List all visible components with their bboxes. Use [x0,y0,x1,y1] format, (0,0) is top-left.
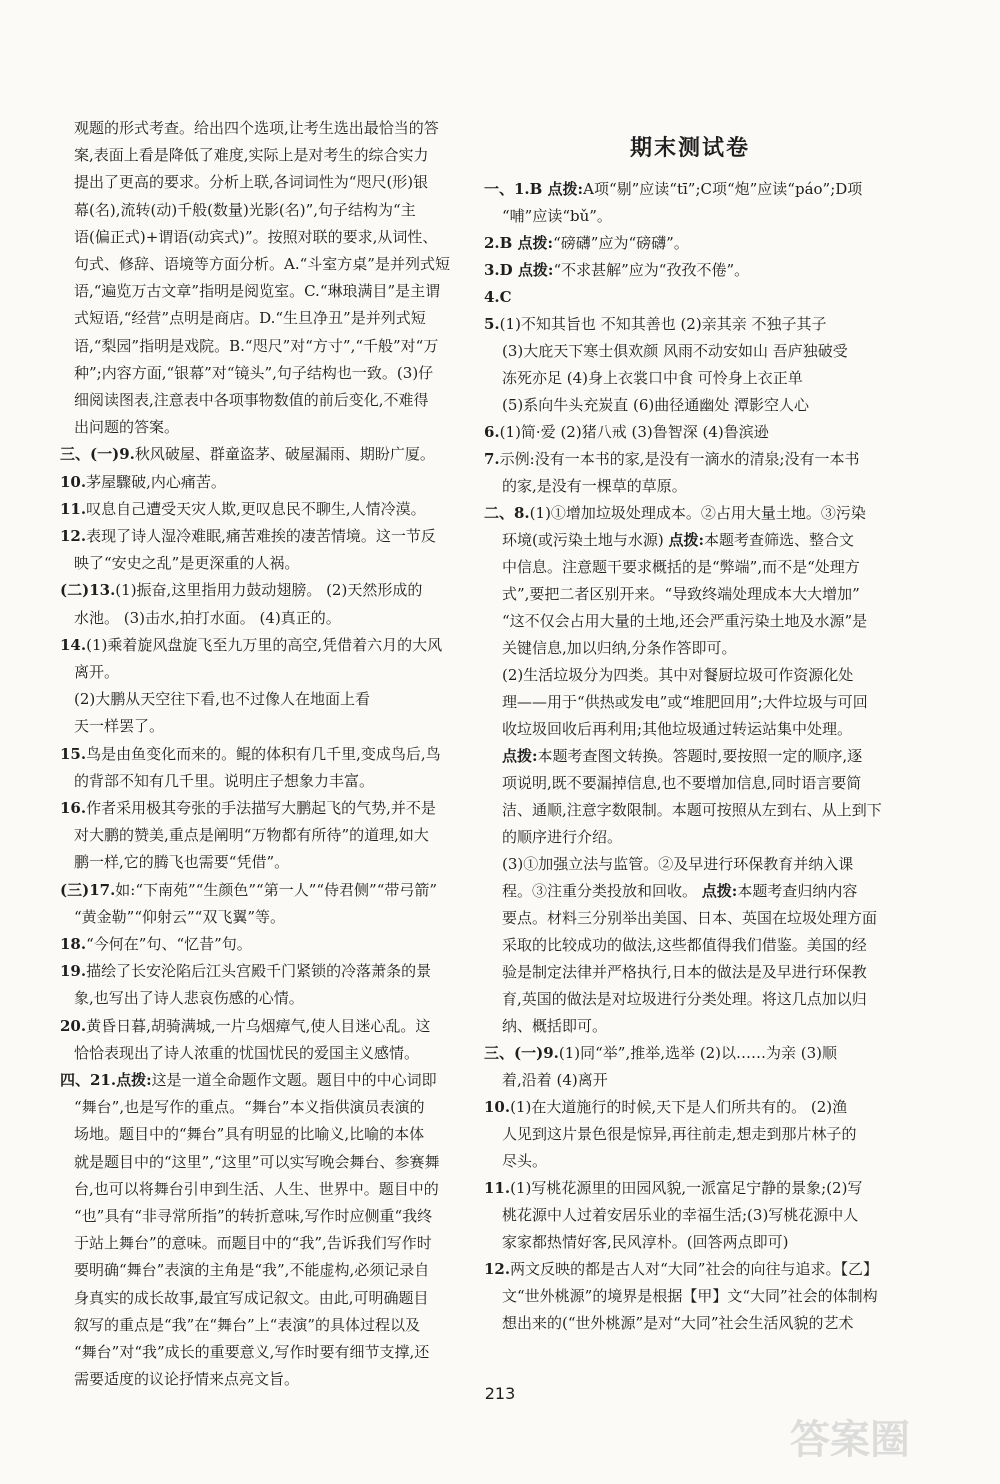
text-line [74,1259,429,1281]
text-line [74,335,438,357]
line-text: 验是制定法律并严格执行,日本的做法是及早进行环保教 [502,963,867,981]
text-line [502,961,867,983]
text-line [484,259,749,281]
text-line [74,851,289,873]
line-text: 要明确“舞台”表演的主角是“我”,不能虚构,必须记录自 [74,1261,430,1280]
text-line [60,443,435,465]
line-text: 中信息。注意题干要求概括的是“弊端”,而不是“处理方 [502,558,860,576]
text-line [484,421,769,443]
bold-label: 16. [60,799,87,817]
bold-label: 11. [484,1179,511,1197]
line-text: 秋风破屋、群童盗茅、破屋漏雨、期盼广厦。 [134,445,435,464]
line-text: 本题考查筛选、整合文 [704,531,855,549]
text-line [74,307,426,329]
line-text: 叙写的重点是“我”在“舞台”上“表演”的具体过程以及 [74,1315,421,1334]
line-text: 项说明,既不要漏掉信息,也不要增加信息,同时语言要简 [502,774,862,792]
text-line [74,1123,424,1145]
section-title: 期末测试卷 [629,136,750,161]
page-number: 213 [484,1384,516,1403]
line-text: (1)振奋,这里指用力鼓动翅膀。 (2)天然形成的 [115,581,423,600]
text-line [74,1151,439,1173]
text-line [484,1258,878,1280]
text-line [502,367,803,389]
text-line [74,1096,424,1118]
line-text: 身真实的成长故事,最宜写成记叙文。由此,可明确题目 [74,1288,429,1307]
text-line [502,340,848,362]
text-line [502,1015,607,1037]
bold-label: 4.C [484,288,512,306]
line-text: 场地。题目中的“舞台”具有明显的比喻义,比喻的本体 [74,1125,425,1144]
line-text: 对大鹏的赞美,重点是阐明“万物都有所待”的道理,如大 [74,826,429,845]
line-text: “哺”应读“bǔ”。 [502,207,612,225]
bold-label: 18. [60,935,87,953]
text-line [60,525,436,547]
line-text: 语,“梨园”指明是戏院。B.“咫尺”对“方寸”,“千般”对“万 [74,336,439,355]
line-text: (1)不知其旨也 不知其善也 (2)亲其亲 不独子其子 [499,315,827,333]
line-text: (1)乘着旋风盘旋飞至九万里的高空,凭借着六月的大风 [86,635,443,654]
line-text: (2)大鹏从天空往下看,也不过像人在地面上看 [74,690,371,709]
text-line [502,1123,857,1145]
text-line [502,529,854,551]
line-text: 两文反映的都是古人对“大同”社会的向往与追求。【乙】 [510,1260,878,1278]
line-text: “今何在”句、“忆昔”句。 [86,935,252,953]
text-line [502,772,861,794]
text-line [484,178,862,200]
text-line [502,394,809,416]
text-line [484,448,860,470]
line-text: 种”;内容方面,“银幕”对“镜头”,句子结构也一致。(3)仔 [74,363,434,382]
line-text: 桃花源中人过着安居乐业的幸福生活;(3)写桃花源中人 [502,1206,859,1224]
text-line [502,583,860,605]
text-line [502,826,622,848]
text-line [60,1015,430,1037]
text-line [502,1285,878,1307]
text-line [502,664,853,686]
line-text: 鹏一样,它的腾飞也需要“凭借”。 [74,853,290,872]
line-text: “不求甚解”应为“孜孜不倦”。 [553,261,750,279]
line-text: 收垃圾回收后再利用;其他垃圾通过转运站集中处理。 [502,720,853,738]
line-text: 出问题的答案。 [74,418,180,437]
text-line [60,743,441,765]
text-line [74,661,119,683]
line-text: 尽头。 [502,1152,548,1170]
line-text: (3)大庇天下寒士俱欢颜 风雨不动安如山 吾庐独破受 [502,342,848,360]
text-line [60,933,252,955]
text-line [74,144,429,166]
text-line [502,1231,788,1253]
line-text: 关键信息,加以归纳,分条作答即可。 [502,639,737,657]
bold-label: 四、21.点拨: [60,1071,152,1089]
text-line [502,637,737,659]
line-text: 洁、通顺,注意字数限制。本题可按照从左到右、从上到下 [502,801,882,819]
bold-label: 12. [484,1260,511,1278]
bold-label: 14. [60,635,87,654]
text-line [74,552,299,574]
line-text: 家家都热情好客,民风淳朴。(回答两点即可) [502,1233,789,1251]
text-line [74,389,429,411]
text-line [502,853,853,875]
line-text: 式”,要把二者区别开来。“导致终端处理成本大大增加” [502,585,860,603]
text-line [74,1042,419,1064]
text-line [74,987,304,1009]
bold-label: 11. [60,499,87,518]
line-text: 台,也可以将舞台引申到生活、人生、世界中。题目中的 [74,1179,439,1198]
line-text: 示例:没有一本书的家,是没有一滴水的清泉;没有一本书 [499,450,860,468]
line-text: 作者采用极其夸张的手法描写大鹏起飞的气势,并不是 [86,799,436,817]
text-line [502,907,877,929]
text-line [60,498,426,520]
bold-label: 6. [484,423,500,441]
bold-label: 3.D 点拨: [484,261,554,279]
text-line [502,1312,854,1334]
line-text: “这不仅会占用大量的土地,还会严重污染土地及水源”是 [502,612,868,630]
bold-label: 2.B 点拨: [484,234,554,252]
bold-label: (三)17. [60,880,116,899]
text-line [74,1178,439,1200]
text-line [484,502,866,524]
text-line [74,1205,432,1227]
line-text: “黄金勒”“仰射云”“双飞翼”等。 [74,907,286,926]
line-text: 天一样罢了。 [74,717,165,736]
text-line [502,610,867,632]
text-line [502,1204,858,1226]
text-line [502,1069,608,1091]
line-text: “舞台”,也是写作的重点。“舞台”本义指供演员表演的 [74,1098,425,1117]
line-text: 水池。 (3)击水,拍打水面。 (4)真正的。 [74,608,341,627]
text-line [74,607,341,629]
text-line [502,880,857,902]
text-line [60,579,422,601]
line-text: 要点。材料三分别举出美国、日本、英国在垃圾处理方面 [502,909,878,927]
bold-label: 15. [60,744,87,763]
text-line [484,232,689,254]
line-text: 的家,是没有一棵草的草原。 [502,477,687,495]
line-text: 如:“下南苑”“生颜色”“第一人”“侍君侧”“带弓箭” [115,880,438,899]
text-line [74,715,164,737]
line-text: 幕(名),流转(动)千般(数量)光影(名)”,句子结构为“主 [74,200,416,219]
line-text: 语(偏正式)+谓语(动宾式)”。按照对联的要求,从词性、 [74,227,438,246]
line-text: 育,英国的做法是对垃圾进行分类处理。将这几点加以归 [502,990,867,1008]
bold-label: 点拨: [701,882,738,900]
text-line [502,556,860,578]
text-line [502,718,852,740]
line-text: “舞台”对“我”成长的重要意义,写作时要有细节支撑,还 [74,1343,430,1361]
line-text: (5)系向牛头充炭直 (6)曲径通幽处 潭影空人心 [502,396,810,414]
text-line [502,1150,547,1172]
line-text: 句式、修辞、语境等方面分析。A.“斗室方桌”是并列式短 [74,255,450,273]
text-line [74,226,437,248]
text-line [74,416,179,438]
line-text: 冻死亦足 (4)身上衣裳口中食 可怜身上衣正单 [502,369,803,387]
text-line [484,1096,847,1118]
line-text: A项“剔”应读“tī”;C项“炮”应读“páo”;D项 [583,180,863,198]
text-line [74,688,370,710]
line-text: 观题的形式考查。给出四个选项,让考生选出最恰当的答 [74,119,439,137]
line-text: 需要适度的议论抒情来点亮文旨。 [74,1370,300,1389]
text-line [74,253,450,275]
line-text: (1)同“举”,推举,选举 (2)以……为亲 (3)顺 [558,1044,838,1062]
bold-label: 10. [60,472,87,491]
line-text: 表现了诗人湿冷难眠,痛苦难挨的凄苦情境。这一节反 [86,527,436,545]
line-text: 纳、概括即可。 [502,1017,608,1035]
bold-label: 5. [484,315,500,333]
bold-label: 一、1.B 点拨: [484,180,584,198]
text-line [502,691,868,713]
bold-label: 7. [484,450,500,468]
line-text: 式短语,“经营”点明是商店。D.“生旦净丑”是并列式短 [74,309,426,328]
line-text: (1)①增加垃圾处理成本。②占用大量土地。③污染 [529,504,866,522]
bold-label: 三、(一)9. [484,1044,559,1062]
text-line [74,824,429,846]
line-text: 本题考查归纳内容 [737,882,858,900]
bold-label: (二)13. [60,581,116,600]
line-text: 着,沿着 (4)离开 [502,1071,608,1089]
line-text: (2)生活垃圾分为四类。其中对餐厨垃圾可作资源化处 [502,666,854,684]
bold-label: 点拨: [502,747,538,765]
text-line [484,1177,862,1199]
line-text: (3)①加强立法与监管。②及早进行环保教育并纳入课 [502,855,854,873]
line-text: 文“世外桃源”的境界是根据【甲】文“大同”社会的体制构 [502,1287,878,1305]
line-text: (1)在大道施行的时候,天下是人们所共有的。 (2)渔 [510,1098,848,1116]
line-text: 叹息自己遭受天灾人欺,更叹息民不聊生,人情冷漠。 [86,499,426,518]
line-text: 象,也写出了诗人悲哀伤感的心情。 [74,989,304,1008]
line-text: 黄昏日暮,胡骑满城,一片乌烟瘴气,使人目迷心乱。这 [86,1016,431,1035]
line-text: 采取的比较成功的做法,这些都值得我们借鉴。美国的经 [502,936,867,954]
watermark-logo: 答案圈 [790,1417,910,1463]
text-line [502,799,882,821]
text-line [74,1232,432,1254]
line-text: 程。③注重分类投放和回收。 [502,882,702,900]
line-text: “磅礴”应为“磅礴”。 [553,234,689,252]
line-text: 本题考查图文转换。答题时,要按照一定的顺序,逐 [537,747,863,765]
line-text: 语,“遍览万古文章”指明是阅览室。C.“琳琅满目”是主谓 [74,282,441,301]
line-text: 茅屋驟破,内心痛苦。 [86,472,226,491]
text-line [74,1314,420,1336]
line-text: 鸟是由鱼变化而来的。鲲的体积有几千里,变成鸟后,鸟 [86,744,441,763]
text-line [60,634,442,656]
line-text: 理——用于“供热或发电”或“堆肥回用”;大件垃圾与可回 [502,693,868,711]
text-line [502,745,862,767]
bold-label: 三、(一)9. [60,445,135,464]
text-line [484,1042,837,1064]
bold-label: 点拨: [668,531,705,549]
line-text: 映了“安史之乱”是更深重的人祸。 [74,554,300,573]
bold-label: 12. [60,527,87,545]
line-text: 提出了更高的要求。分析上联,各词词性为“咫尺(形)银 [74,173,429,192]
bold-label: 20. [60,1016,87,1035]
text-line [60,960,431,982]
text-line [60,471,226,493]
line-text: “也”具有“非寻常所指”的转折意味,写作时应侧重“我终 [74,1207,433,1225]
line-text: 于站上舞台”的意味。而题目中的“我”,告诉我们写作时 [74,1234,432,1253]
text-line [74,770,374,792]
text-line [74,199,416,221]
bold-label: 二、8. [484,504,530,522]
line-text: 人见到这片景色很是惊异,再往前走,想走到那片林子的 [502,1125,857,1143]
line-text: 描绘了长安沦陷后江头宫殿千门紧锁的冷落萧条的景 [86,962,432,981]
text-line [502,988,867,1010]
text-line [74,117,439,139]
text-line [74,1287,429,1309]
text-line [60,879,437,901]
line-text: 离开。 [74,663,120,681]
line-text: (1)写桃花源里的田园风貌,一派富足宁静的景象;(2)写 [510,1179,863,1197]
line-text: 这是一道全命题作文题。题目中的中心词即 [151,1071,437,1089]
line-text: 的背部不知有几千里。说明庄子想象力丰富。 [74,771,375,790]
bold-label: 10. [484,1098,511,1116]
text-line [74,1341,429,1363]
line-text: 案,表面上看是降低了难度,实际上是对考生的综合实力 [74,146,429,165]
bold-label: 19. [60,962,87,981]
text-line [484,313,826,335]
text-line [74,280,440,302]
line-text: 就是题目中的“这里”,“这里”可以实写晚会舞台、参赛舞 [74,1152,440,1171]
line-text: 细阅读图表,注意表中各项事物数值的前后变化,不难得 [74,391,429,409]
text-line [74,171,428,193]
text-line [502,475,687,497]
line-text: 环境(或污染土地与水源) [502,531,669,549]
text-line [484,286,512,308]
text-line [502,934,867,956]
text-line [74,906,285,928]
line-text: (1)简·爱 (2)猪八戒 (3)鲁智深 (4)鲁滨逊 [499,423,769,441]
text-line [74,362,433,384]
text-line [60,797,436,819]
text-line [502,205,612,227]
line-text: 的顺序进行介绍。 [502,828,623,846]
line-text: 恰恰表现出了诗人浓重的忧国忧民的爱国主义感情。 [74,1043,420,1062]
text-line [60,1069,437,1091]
line-text: 想出来的(“世外桃源”是对“大同”社会生活风貌的艺术 [502,1314,854,1332]
